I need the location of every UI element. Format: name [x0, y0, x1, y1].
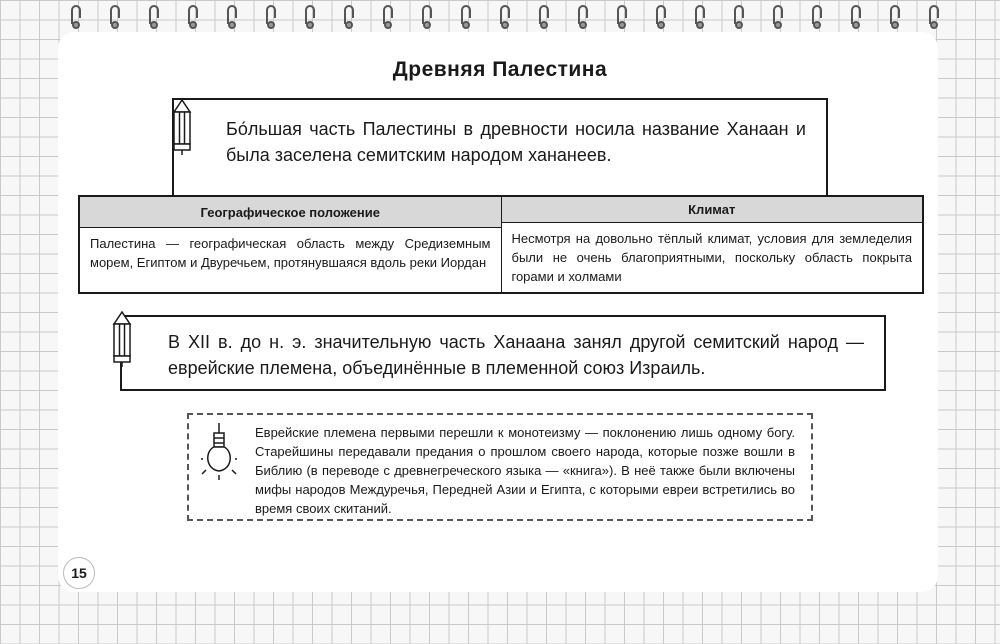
- intro-box: [172, 98, 828, 204]
- climate-header: Климат: [502, 197, 923, 223]
- geography-column: [80, 197, 501, 292]
- info-table: [78, 195, 924, 294]
- note-text: В XII в. до н. э. значительную часть Ханаана занял другой семитский народ — еврейские племена, объединённые в племенной союз Израиль.: [168, 332, 864, 378]
- page-number: 15: [63, 557, 95, 589]
- pencil-icon: [170, 98, 194, 156]
- intro-text: Бо́льшая часть Палестины в древности носила название Ханаан и была заселена семитским народом хананеев.: [226, 119, 806, 165]
- geography-header: Географическое положение: [80, 197, 501, 228]
- note-box: [120, 315, 886, 391]
- page-title: Древняя Палестина: [392, 58, 608, 81]
- geography-text: Палестина — географическая область между Средиземным морем, Египтом и Двуречьем, протянувшаяся вдоль реки Иордан: [90, 236, 491, 270]
- spiral-binding: [0, 0, 1000, 30]
- lightbulb-icon: [201, 423, 237, 483]
- fact-text: Еврейские племена первыми перешли к монотеизму — поклонению лишь одному богу. Старейшины передавали предания о прошлом своего народа, которые позже вошли в Библию (в переводе с древнегреческого языка — «книга»). В неё также были включены мифы народов Междуречья, Передней Азии и Египта, с которыми евреи встретились во время своих скитаний.: [255, 425, 795, 516]
- fact-box: [187, 413, 813, 521]
- pencil-icon: [110, 310, 134, 368]
- climate-column: [501, 197, 923, 292]
- climate-text: Несмотря на довольно тёплый климат, условия для земледелия были не очень благоприятными, поскольку область покрыта горами и холмами: [511, 231, 912, 284]
